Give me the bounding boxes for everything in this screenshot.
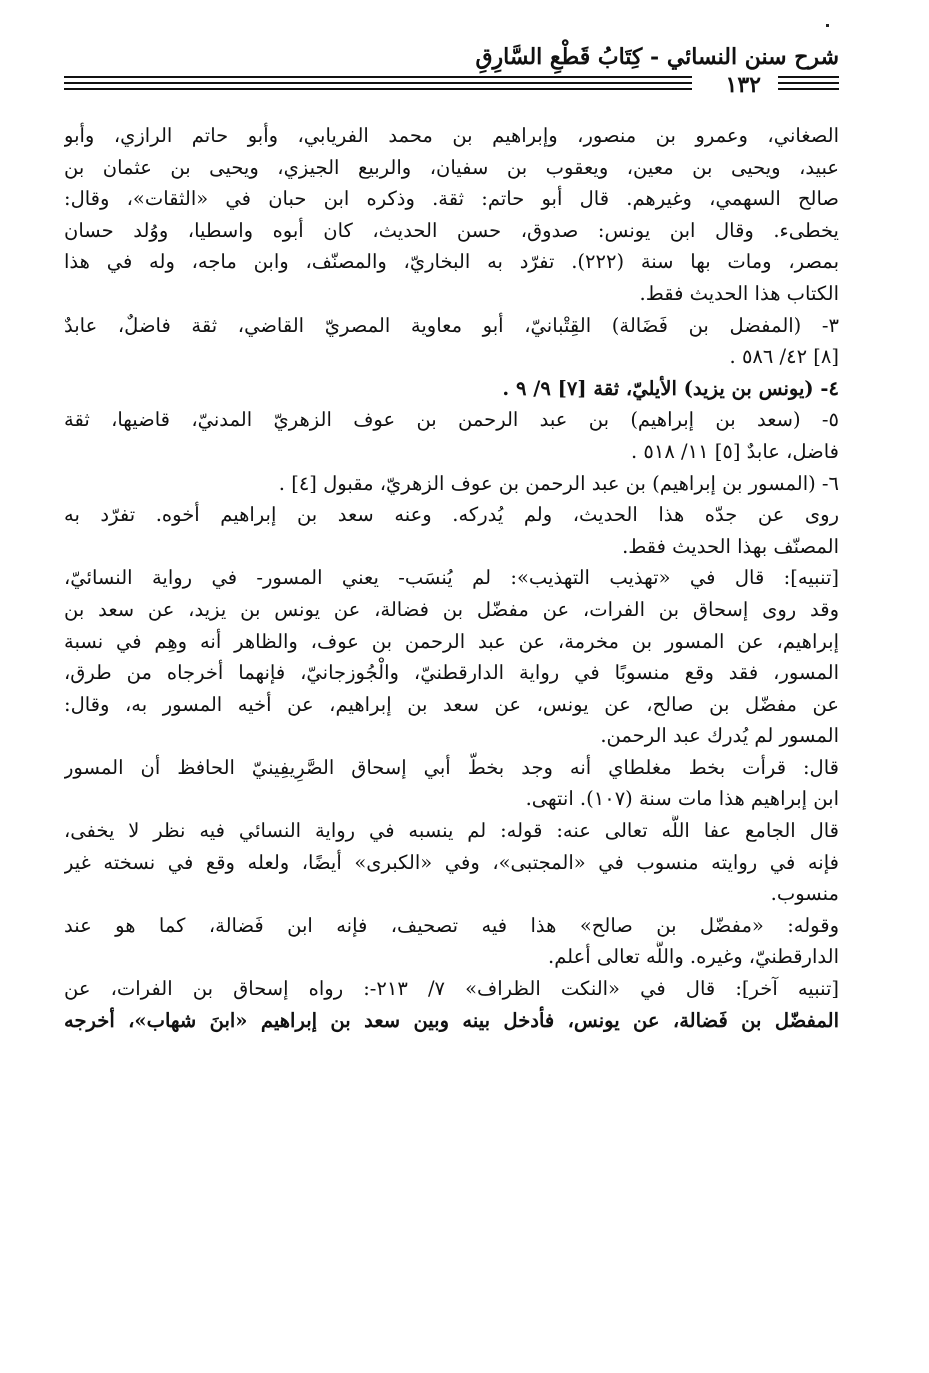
narrator-entry: ٥- (سعد بن إبراهيم) بن عبد الرحمن بن عوف الزهريّ المدنيّ، قاضيها، ثقة — [64, 408, 839, 432]
header-rule — [64, 88, 692, 90]
text-line: الدارقطنيّ، وغيره. واللَّه تعالى أعلم. — [548, 945, 839, 969]
header-rule — [778, 76, 839, 78]
text-line: المفضّل بن فَضالة، عن يونس، فأدخل بينه وبين سعد بن إبراهيم «ابنَ شهاب»، أخرجه — [64, 1008, 839, 1032]
page-number: ١٣٢ — [725, 72, 761, 98]
text-line: فإنه في روايته منسوب في «المجتبى»، وفي «الكبرى» أيضًا، ولعله وقع في نسخته غير — [64, 850, 839, 874]
header-rule — [64, 82, 692, 84]
narrator-entry: ٤- (يونس بن يزيد) الأيليّ، ثقة [٧] ٩/ ٩ . — [502, 376, 839, 400]
text-line: وقد روى إسحاق بن الفرات، عن مفضّل بن فضالة، عن يونس بن يزيد، عن سعد بن — [64, 597, 839, 621]
body-text — [64, 120, 839, 1036]
header-rule — [778, 88, 839, 90]
note-heading-line: [تنبيه]: قال في «تهذيب التهذيب»: لم يُنسَب- يعني المسور- في رواية النسائيّ، — [64, 566, 839, 590]
compiler-note-line: قال الجامع عفا اللَّه تعالى عنه: قوله: لم ينسبه في رواية النسائي فيه نظر لا يخفى، — [64, 819, 839, 843]
text-line: صالح السهمي، وغيرهم. قال أبو حاتم: ثقة. وذكره ابن حبان في «الثقات»، وقال: — [64, 187, 839, 211]
text-line: [٨] ٤٢/ ٥٨٦ . — [729, 345, 839, 369]
running-title: شرح سنن النسائي - كِتَابُ قَطْعِ السَّارِقِ — [475, 44, 839, 70]
narrator-entry: ٦- (المسور بن إبراهيم) بن عبد الرحمن بن عوف الزهريّ، مقبول [٤] . — [278, 471, 839, 495]
text-line: إبراهيم، عن المسور بن مخرمة، عن عبد الرحمن بن عوف، والظاهر أنه وهِم في نسبة — [64, 629, 839, 653]
text-line: فاضل، عابدٌ [٥] ١١/ ٥١٨ . — [631, 439, 839, 463]
text-line: قال: قرأت بخط مغلطاي أنه وجد بخطّ أبي إسحاق الصَّرِيفِينيّ الحافظ أن المسور — [64, 755, 839, 779]
text-line: الكتاب هذا الحديث فقط. — [639, 281, 839, 305]
text-line: عن مفضّل بن صالح، عن يونس، عن سعد بن إبراهيم، عن أخيه المسور به، وقال: — [64, 692, 839, 716]
text-line: روى عن جدّه هذا الحديث، ولم يُدركه. وعنه سعد بن إبراهيم أخوه. تفرّد به — [64, 503, 839, 527]
corner-mark — [826, 24, 829, 27]
note-heading-line: [تنبيه آخر]: قال في «النكت الظراف» ٧/ ٢١٣-: رواه إسحاق بن الفرات، عن — [64, 977, 839, 1001]
text-line: منسوب. — [770, 882, 839, 906]
text-line: المسور، فقد وقع منسوبًا في رواية الدارقطنيّ، والْجُوزجانيّ، فإنهما أخرجاه من طرق، — [64, 661, 839, 685]
text-line: ابن إبراهيم هذا مات سنة (١٠٧). انتهى. — [525, 787, 839, 811]
header-rule — [778, 82, 839, 84]
text-line: وقوله: «مفضّل بن صالح» هذا فيه تصحيف، فإنه ابن فَضالة، كما هو عند — [64, 913, 839, 937]
text-line: عبيد، ويحيى بن معين، ويعقوب بن سفيان، والربيع الجيزي، ويحيى بن عثمان بن — [64, 155, 839, 179]
page-header — [64, 40, 839, 102]
narrator-entry: ٣- (المفضل بن فَضَالة) القِتْبانيّ، أبو معاوية المصريّ القاضي، ثقة فاضلٌ، عابدٌ — [64, 313, 839, 337]
text-line: بمصر، ومات بها سنة (٢٢٢). تفرّد به البخاريّ، والمصنّف، وابن ماجه، وله في هذا — [64, 250, 839, 274]
text-line: يخطىء. وقال ابن يونس: صدوق، حسن الحديث، كان أبوه واسطيا، ووُلد حسان — [64, 218, 839, 242]
header-rule — [64, 76, 692, 78]
text-line: المسور لم يُدرك عبد الرحمن. — [600, 724, 839, 748]
text-line: الصغاني، وعمرو بن منصور، وإبراهيم بن محمد الفريابي، وأبو حاتم الرازي، وأبو — [64, 124, 839, 147]
text-line: المصنّف بهذا الحديث فقط. — [622, 534, 839, 558]
